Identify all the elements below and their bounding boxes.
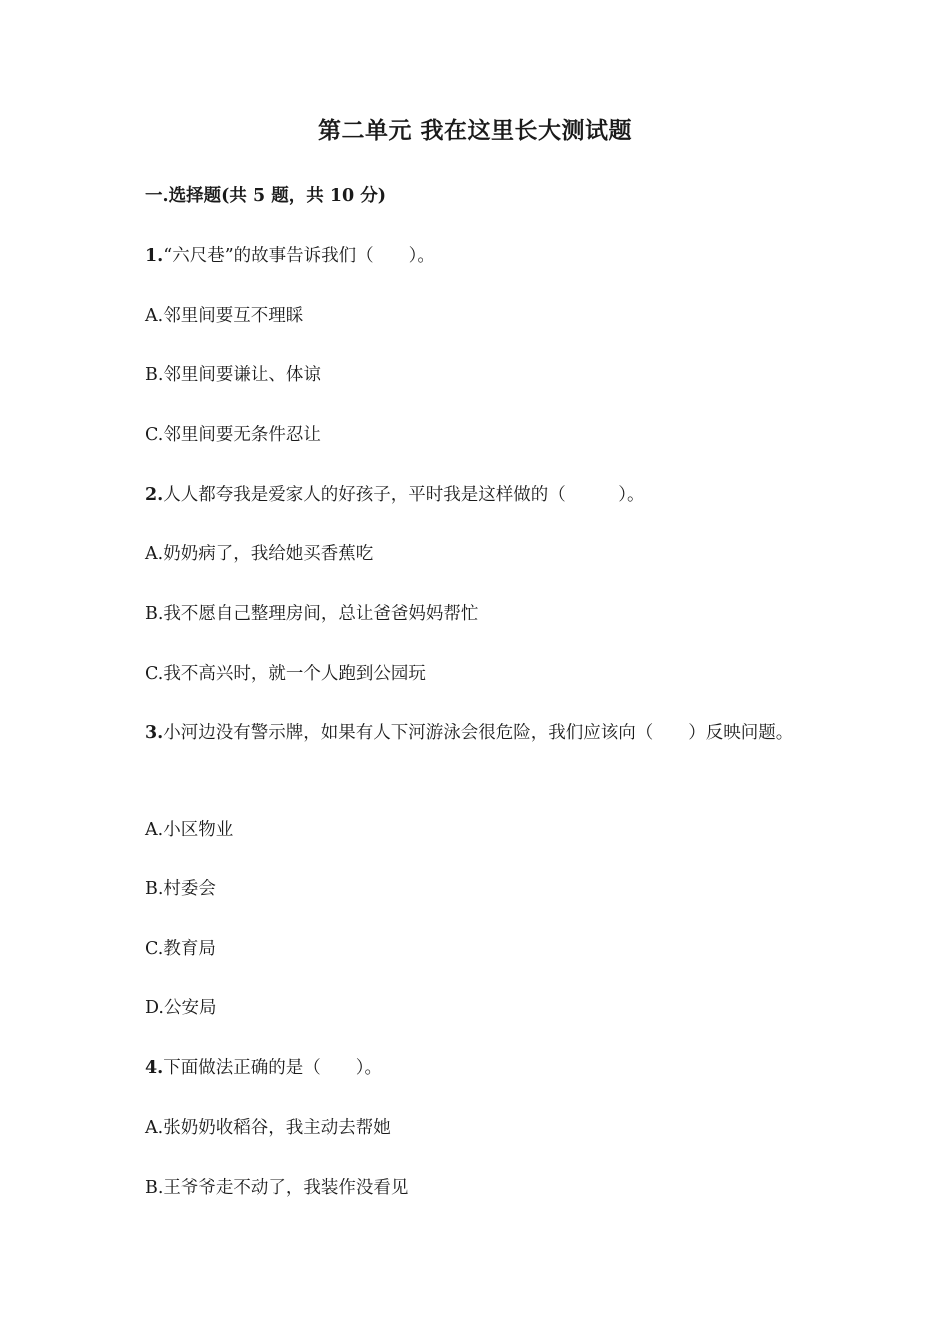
question-number: 2.: [145, 485, 164, 505]
option-1a: A.邻里间要互不理睬: [145, 306, 304, 326]
question-text: 人人都夸我是爱家人的好孩子，平时我是这样做的（ ）。: [163, 485, 645, 505]
option-2c: C.我不高兴时，就一个人跑到公园玩: [145, 664, 426, 684]
option-1c: C.邻里间要无条件忍让: [145, 425, 321, 445]
question-number: 3.: [145, 723, 164, 743]
question-number: 4.: [145, 1058, 164, 1078]
option-3c: C.教育局: [145, 939, 216, 959]
question-text: 小河边没有警示牌，如果有人下河游泳会很危险，我们应该向（ ）反映问题。: [163, 723, 794, 743]
question-4: [145, 1050, 825, 1086]
question-text: “六尺巷”的故事告诉我们（ ）。: [163, 246, 435, 266]
section-heading: 一.选择题(共 5 题，共 10 分): [145, 186, 387, 206]
option-4a: A.张奶奶收稻谷，我主动去帮她: [145, 1118, 391, 1138]
page-title: 第二单元 我在这里长大测试题: [317, 117, 632, 144]
option-2b: B.我不愿自己整理房间，总让爸爸妈妈帮忙: [145, 604, 479, 624]
option-3b: B.村委会: [145, 879, 216, 899]
question-number: 1.: [145, 246, 164, 266]
option-3a: A.小区物业: [145, 820, 234, 840]
option-2a: A.奶奶病了，我给她买香蕉吃: [145, 544, 374, 564]
question-2: [145, 477, 825, 513]
option-3d: D.公安局: [145, 998, 217, 1018]
question-text: 下面做法正确的是（ ）。: [163, 1058, 383, 1078]
option-1b: B.邻里间要谦让、体谅: [145, 365, 321, 385]
question-1: [145, 238, 825, 274]
question-3: [145, 715, 825, 751]
option-4b: B.王爷爷走不动了，我装作没看见: [145, 1178, 409, 1198]
